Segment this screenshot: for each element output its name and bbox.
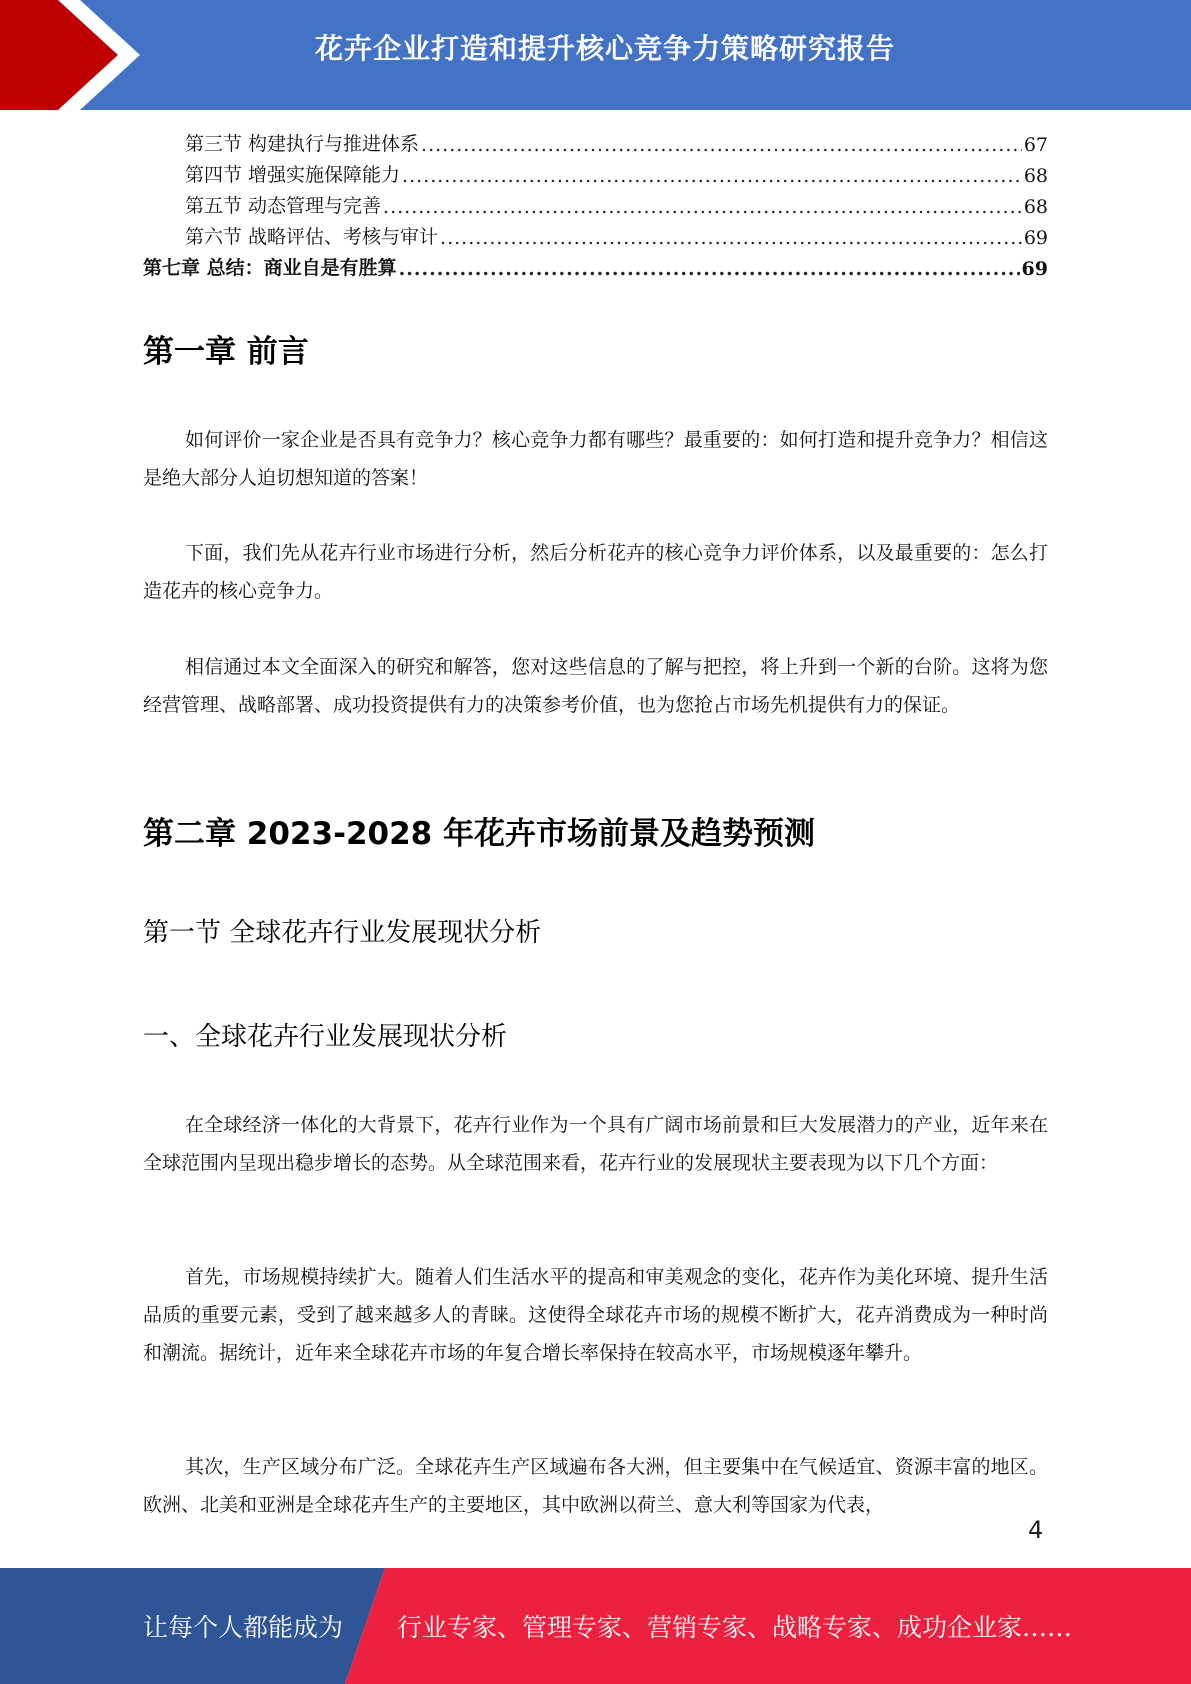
toc-entry[interactable] <box>185 190 1048 218</box>
toc-entry-label: 第六节 战略评估、考核与审计 <box>185 226 439 248</box>
footer-slogan-left: 让每个人都能成为 <box>143 1613 344 1642</box>
paragraph: 在全球经济一体化的大背景下，花卉行业作为一个具有广阔市场前景和巨大发展潜力的产业，近年来在全球范围内呈现出稳步增长的态势。从全球范围来看，花卉行业的发展现状主要表现为以下几个方面： <box>143 1114 1048 1174</box>
page-footer <box>0 1568 1191 1684</box>
toc-entry[interactable] <box>185 128 1048 156</box>
header-title: 花卉企业打造和提升核心竞争力策略研究报告 <box>314 32 895 65</box>
toc-entry-page: 69 <box>1021 258 1048 280</box>
toc-leader-dots <box>421 134 1022 156</box>
toc-entry-page: 67 <box>1023 134 1048 156</box>
page-header <box>0 0 1191 110</box>
paragraph: 下面，我们先从花卉行业市场进行分析，然后分析花卉的核心竞争力评价体系，以及最重要的：怎么打造花卉的核心竞争力。 <box>143 542 1048 602</box>
subsection-heading: 一、全球花卉行业发展现状分析 <box>143 1022 508 1052</box>
toc-leader-dots <box>383 196 1022 218</box>
chapter-1-heading: 第一章 前言 <box>143 334 309 370</box>
toc-entry[interactable] <box>185 159 1048 187</box>
toc-leader-dots <box>402 165 1022 187</box>
footer-slogan-right: 行业专家、管理专家、营销专家、战略专家、成功企业家…… <box>397 1613 1073 1642</box>
paragraph: 如何评价一家企业是否具有竞争力？核心竞争力都有哪些？最重要的：如何打造和提升竞争力？相信这是绝大部分人迫切想知道的答案！ <box>143 429 1048 489</box>
toc-entry-label: 第五节 动态管理与完善 <box>185 195 382 217</box>
toc-entry-page: 68 <box>1023 196 1048 218</box>
chapter-2-heading: 第二章 2023-2028 年花卉市场前景及趋势预测 <box>143 816 816 852</box>
page-number: 4 <box>1028 1516 1044 1544</box>
paragraph: 其次，生产区域分布广泛。全球花卉生产区域遍布各大洲，但主要集中在气候适宜、资源丰富的地区。欧洲、北美和亚洲是全球花卉生产的主要地区，其中欧洲以荷兰、意大利等国家为代表， <box>143 1456 1048 1516</box>
toc-entry-page: 68 <box>1023 165 1048 187</box>
paragraph: 相信通过本文全面深入的研究和解答，您对这些信息的了解与把控，将上升到一个新的台阶。这将为您经营管理、战略部署、成功投资提供有力的决策参考价值，也为您抢占市场先机提供有力的保证。 <box>143 656 1048 716</box>
toc-entry-chapter[interactable] <box>143 252 1048 280</box>
toc-entry[interactable] <box>185 221 1048 249</box>
toc-leader-dots <box>399 258 1020 280</box>
toc-entry-page: 69 <box>1023 227 1048 249</box>
section-heading: 第一节 全球花卉行业发展现状分析 <box>143 918 542 948</box>
toc-entry-label: 第三节 构建执行与推进体系 <box>185 133 420 155</box>
toc-entry-label: 第七章 总结：商业自是有胜算 <box>143 257 397 279</box>
toc-leader-dots <box>440 227 1022 249</box>
toc-entry-label: 第四节 增强实施保障能力 <box>185 164 401 186</box>
paragraph: 首先，市场规模持续扩大。随着人们生活水平的提高和审美观念的变化，花卉作为美化环境、提升生活品质的重要元素，受到了越来越多人的青睐。这使得全球花卉市场的规模不断扩大，花卉消费成为一种时尚和潮流。据统计，近年来全球花卉市场的年复合增长率保持在较高水平，市场规模逐年攀升。 <box>143 1266 1048 1364</box>
